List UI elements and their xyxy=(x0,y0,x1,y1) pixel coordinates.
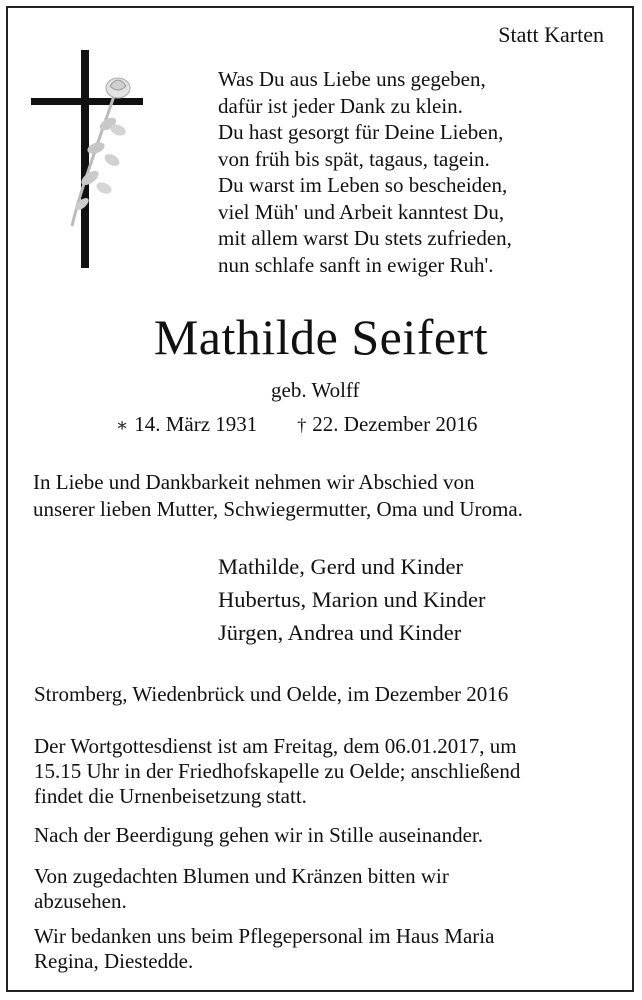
service-line: 15.15 Uhr in der Friedhofskapelle zu Oelde; anschließend xyxy=(34,759,521,783)
poem-line: dafür ist jeder Dank zu klein. xyxy=(218,93,463,118)
poem-line: Du hast gesorgt für Deine Lieben, xyxy=(218,120,504,144)
maiden-name: geb. Wolff xyxy=(271,378,360,402)
thanks-line: Regina, Diestedde. xyxy=(34,949,194,973)
poem-line: Du warst im Leben so bescheiden, xyxy=(218,173,508,197)
place-date: Stromberg, Wiedenbrück und Oelde, im Dezember 2016 xyxy=(34,682,509,706)
poem-line: von früh bis spät, tagaus, tagein. xyxy=(218,146,490,171)
mourners-list xyxy=(218,550,485,649)
intro-line: In Liebe und Dankbarkeit nehmen wir Abschied von xyxy=(33,470,475,494)
poem-line: viel Müh' und Arbeit kanntest Du, xyxy=(218,199,505,224)
death-date: 22. Dezember 2016 xyxy=(312,412,478,436)
cross-with-rose-icon xyxy=(28,50,148,270)
poem-line: mit allem warst Du stets zufrieden, xyxy=(218,226,512,250)
header-note: Statt Karten xyxy=(498,22,604,47)
intro-line: unserer lieben Mutter, Schwiegermutter, Oma und Uroma. xyxy=(33,497,523,521)
mourner-family: Mathilde, Gerd und Kinder xyxy=(218,554,463,579)
birth-date: 14. März 1931 xyxy=(134,412,258,436)
flowers-line: abzusehen. xyxy=(34,889,127,913)
flowers-note xyxy=(34,864,449,914)
silence-line: Nach der Beerdigung gehen wir in Stille auseinander. xyxy=(34,823,484,847)
life-dates xyxy=(116,412,477,437)
service-line: findet die Urnenbeisetzung statt. xyxy=(34,784,307,808)
thanks-line: Wir bedanken uns beim Pflegepersonal im Haus Maria xyxy=(34,924,495,948)
service-info xyxy=(34,734,520,809)
poem-line: nun schlafe sanft in ewiger Ruh'. xyxy=(218,252,494,277)
mourner-family: Hubertus, Marion und Kinder xyxy=(218,587,486,612)
poem xyxy=(218,66,512,278)
silence-note xyxy=(34,823,483,848)
thanks-note xyxy=(34,924,494,974)
poem-line: Was Du aus Liebe uns gegeben, xyxy=(218,67,486,91)
farewell-intro xyxy=(33,469,523,523)
deceased-name: Mathilde Seifert xyxy=(153,309,489,365)
mourner-family: Jürgen, Andrea und Kinder xyxy=(218,620,462,645)
flowers-line: Von zugedachten Blumen und Kränzen bitten wir xyxy=(34,864,449,888)
death-dagger-icon: † xyxy=(297,415,307,435)
service-line: Der Wortgottesdienst ist am Freitag, dem 06.01.2017, um xyxy=(34,734,517,758)
birth-star-icon: ∗ xyxy=(116,415,129,435)
